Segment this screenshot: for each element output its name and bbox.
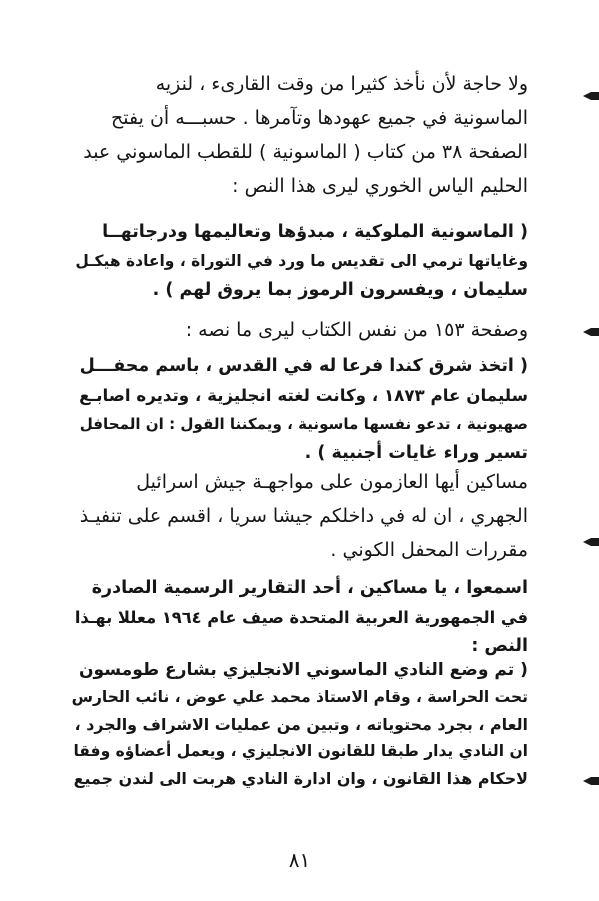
paragraph-intro: [70, 67, 528, 203]
quote-canada-lodge: [70, 352, 528, 468]
text-line: مساكين أيها العازمون على مواجهـة جيش اسرائيل: [136, 471, 528, 493]
text-line: وغاياتها ترمي الى تقديس ما ورد في التوراة ، واعادة هيكـل: [75, 252, 528, 270]
quote-report: [70, 657, 528, 792]
text-line: تحت الحراسة ، وقام الاستاذ محمد علي عوض ، نائب الحارس: [71, 688, 528, 706]
text-line: ان النادي يدار طبقا للقانون الانجليزي ، ويعمل أعضاؤه وفقا: [73, 742, 528, 760]
text-line: الماسونية في جميع عهودها وتآمرها . حسبـــه أن يفتح: [111, 107, 528, 129]
text-line: الحليم الياس الخوري ليرى هذا النص :: [232, 175, 528, 197]
text-line: الجهري ، ان له في داخلكم جيشا سريا ، اقسم على تنفيـذ: [79, 505, 528, 527]
text-line: صهيونية ، تدعو نفسها ماسونية ، ويمكننا القول : ان المحافل: [79, 415, 528, 433]
paragraph-report-intro: [70, 574, 528, 661]
text-line: سليمان ، ويفسرون الرموز بما يروق لهم ) .: [152, 280, 528, 300]
text-line: ( الماسونية الملوكية ، مبدؤها وتعاليمها ودرجاتهــا: [102, 222, 528, 242]
page-number: ٨١: [288, 848, 311, 872]
text-line: اسمعوا ، يا مساكين ، أحد التقارير الرسمية الصادرة: [91, 578, 528, 598]
text-line: العام ، بجرد محتوياته ، وتبين من عمليات الاشراف والجرد ،: [74, 715, 528, 734]
text-line: تسير وراء غايات أجنبية ) .: [304, 443, 528, 463]
binding-mark-icon: [583, 776, 599, 786]
text-line: النص :: [471, 636, 528, 656]
text-line: لاحكام هذا القانون ، وان ادارة النادي هربت الى لندن جميع: [73, 769, 528, 788]
paragraph-address: [70, 465, 528, 567]
text-line: مقررات المحفل الكوني .: [330, 539, 528, 561]
binding-mark-icon: [583, 327, 599, 337]
text-line: سليمان عام ١٨٧٣ ، وكانت لغته انجليزية ، وتديره اصابـع: [79, 385, 528, 405]
text-line: ولا حاجة لأن نأخذ كثيرا من وقت القارىء ، لنزيه: [155, 73, 528, 95]
text-line: ( اتخذ شرق كندا فرعا له في القدس ، باسم محفـــل: [79, 356, 528, 376]
binding-mark-icon: [583, 91, 599, 101]
text-line: في الجمهورية العربية المتحدة صيف عام ١٩٦٤ معللا بهـذا: [74, 608, 528, 627]
quote-royal-masonry: [70, 218, 528, 305]
text-line: وصفحة ١٥٣ من نفس الكتاب ليرى ما نصه :: [185, 319, 528, 341]
text-line: الصفحة ٣٨ من كتاب ( الماسونية ) للقطب الماسوني عبد: [83, 141, 528, 163]
text-line: ( تم وضع النادي الماسوني الانجليزي بشارع طومسون: [78, 660, 528, 680]
binding-mark-icon: [583, 537, 599, 547]
paragraph-page-153: [70, 313, 528, 347]
